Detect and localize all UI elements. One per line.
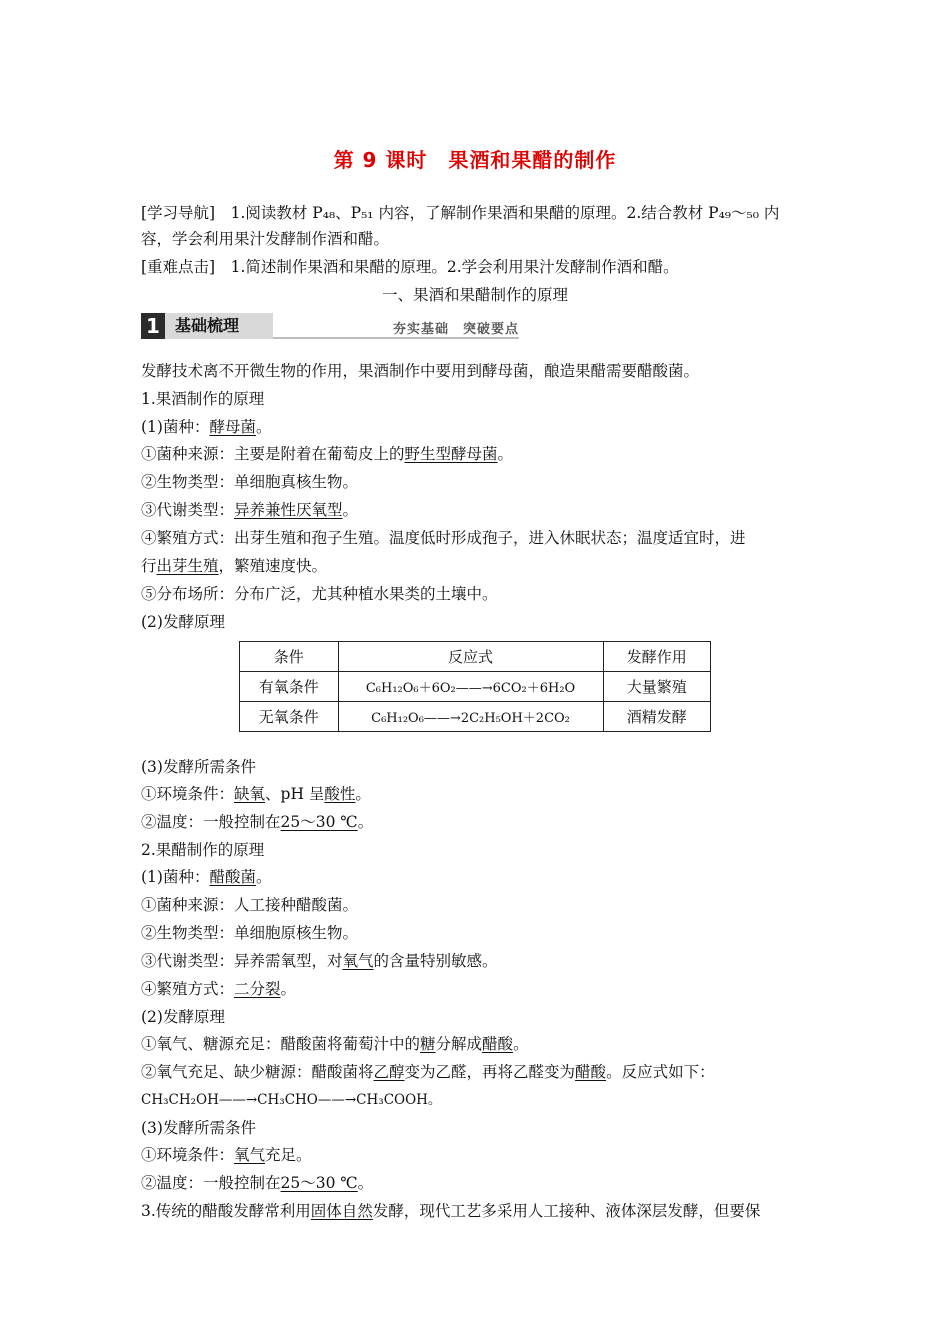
text: 的含量特别敏感。 — [373, 952, 498, 970]
subheading: (2)发酵原理 — [141, 613, 225, 631]
answer: 醋酸 — [482, 1035, 514, 1053]
banner-rule — [273, 337, 519, 339]
answer: 醋酸菌 — [209, 868, 256, 886]
banner-number: 1 — [141, 313, 165, 339]
answer: 糖 — [420, 1035, 436, 1053]
text: ，繁殖速度快。 — [218, 557, 328, 575]
text: ②温度：一般控制在 — [141, 1174, 281, 1192]
text-line — [141, 443, 811, 465]
text: 。 — [357, 813, 374, 831]
text: 。 — [357, 1174, 374, 1192]
text: 。 — [280, 980, 297, 998]
text: ①环境条件： — [141, 1146, 235, 1164]
paragraph: 发酵技术离不开微生物的作用，果酒制作中要用到酵母菌，酿造果醋需要醋酸菌。 — [141, 362, 700, 380]
text: 发酵，现代工艺多采用人工接种、液体深层发酵，但要保 — [372, 1202, 761, 1220]
text-line: ②生物类型：单细胞真核生物。 — [141, 473, 359, 491]
text-line — [141, 416, 811, 438]
text: 。 — [255, 868, 272, 886]
table-cell: C₆H₁₂O₆＋6O₂——→6CO₂＋6H₂O — [338, 672, 603, 702]
text-line — [141, 978, 811, 1000]
text: 。 — [355, 785, 371, 803]
answer: 野生型酵母菌 — [404, 445, 498, 463]
text-line — [141, 1144, 811, 1166]
text: 、pH 呈 — [265, 785, 325, 803]
text: ②氧气充足、缺少糖源：醋酸菌将 — [141, 1063, 374, 1081]
reaction-table — [239, 641, 711, 732]
subheading: 1.果酒制作的原理 — [141, 390, 265, 408]
text-line: ⑤分布场所：分布广泛，尤其种植水果类的土壤中。 — [141, 585, 498, 603]
answer: 二分裂 — [234, 980, 281, 998]
text: 充足。 — [265, 1146, 312, 1164]
answer: 25～30 ℃ — [280, 1174, 358, 1192]
text: 。 — [497, 445, 514, 463]
table-header: 反应式 — [338, 642, 603, 672]
subheading: (2)发酵原理 — [141, 1008, 225, 1026]
text-line — [141, 1061, 811, 1083]
key-points-line: [重难点击] 1.简述制作果酒和果醋的原理。2.学会利用果汁发酵制作酒和醋。 — [141, 258, 679, 276]
text: ②温度：一般控制在 — [141, 813, 281, 831]
answer: 出芽生殖 — [156, 557, 219, 575]
answer: 异养兼性厌氧型 — [234, 501, 343, 519]
table-row — [240, 702, 711, 732]
answer: 固体自然 — [310, 1202, 373, 1220]
table-header: 条件 — [240, 642, 339, 672]
text-line — [141, 950, 811, 972]
banner-subtitle: 夯实基础 突破要点 — [393, 322, 520, 337]
text: 分解成 — [435, 1035, 483, 1053]
basics-banner — [141, 313, 519, 339]
text: ①菌种来源：主要是附着在葡萄皮上的 — [141, 445, 405, 463]
page-title: 第 9 课时 果酒和果醋的制作 — [333, 148, 617, 172]
text: ③代谢类型： — [141, 501, 235, 519]
table-header: 发酵作用 — [603, 642, 711, 672]
text-line — [141, 811, 811, 833]
text: ③代谢类型：异养需氧型，对 — [141, 952, 343, 970]
answer: 氧气 — [342, 952, 374, 970]
text: ④繁殖方式： — [141, 980, 235, 998]
text: ①氧气、糖源充足：醋酸菌将葡萄汁中的 — [141, 1035, 421, 1053]
subheading: (3)发酵所需条件 — [141, 758, 256, 776]
answer: 乙醇 — [373, 1063, 405, 1081]
table-cell: C₆H₁₂O₆——→2C₂H₅OH＋2CO₂ — [338, 702, 603, 732]
text: 。 — [342, 501, 359, 519]
table-row — [240, 672, 711, 702]
study-guide-line-2: 容，学会利用果汁发酵制作酒和醋。 — [141, 230, 390, 248]
text: 行 — [141, 557, 157, 575]
banner-label: 基础梳理 — [165, 313, 273, 339]
text: 3.传统的醋酸发酵常利用 — [141, 1202, 311, 1220]
text-line — [141, 1033, 811, 1055]
text: (1)菌种： — [141, 868, 210, 886]
study-guide-line-1: [学习导航] 1.阅读教材 P₄₈、P₅₁ 内容，了解制作果酒和果醋的原理。2.结合教材 P₄₉～₅₀ 内 — [141, 204, 780, 222]
text-line: ①菌种来源：人工接种醋酸菌。 — [141, 896, 359, 914]
text-line: ②生物类型：单细胞原核生物。 — [141, 924, 359, 942]
text-line — [141, 1200, 811, 1222]
answer: 醋酸 — [575, 1063, 607, 1081]
table-cell: 有氧条件 — [240, 672, 339, 702]
equation-line: CH₃CH₂OH——→CH₃CHO——→CH₃COOH。 — [141, 1092, 442, 1108]
text-line: ④繁殖方式：出芽生殖和孢子生殖。温度低时形成孢子，进入休眠状态；温度适宜时，进 — [141, 529, 746, 547]
text: (1)菌种： — [141, 418, 210, 436]
text: ①环境条件： — [141, 785, 235, 803]
text: 。反应式如下： — [606, 1063, 715, 1081]
text: 。 — [255, 418, 272, 436]
section-heading: 一、果酒和果醋制作的原理 — [381, 286, 568, 304]
subheading: 2.果醋制作的原理 — [141, 841, 265, 859]
text: 。 — [513, 1035, 529, 1053]
subheading: (3)发酵所需条件 — [141, 1119, 256, 1137]
table-header-row — [240, 642, 711, 672]
answer: 25～30 ℃ — [280, 813, 358, 831]
text: 变为乙醛，再将乙醛变为 — [404, 1063, 576, 1081]
table-cell: 无氧条件 — [240, 702, 339, 732]
text-line — [141, 499, 811, 521]
answer: 缺氧 — [234, 785, 266, 803]
table-cell: 酒精发酵 — [603, 702, 711, 732]
text-line — [141, 555, 811, 577]
text-line — [141, 866, 811, 888]
table-cell: 大量繁殖 — [603, 672, 711, 702]
answer: 酵母菌 — [209, 418, 256, 436]
answer: 酸性 — [324, 785, 356, 803]
text-line — [141, 783, 811, 805]
text-line — [141, 1172, 811, 1194]
answer: 氧气 — [234, 1146, 266, 1164]
